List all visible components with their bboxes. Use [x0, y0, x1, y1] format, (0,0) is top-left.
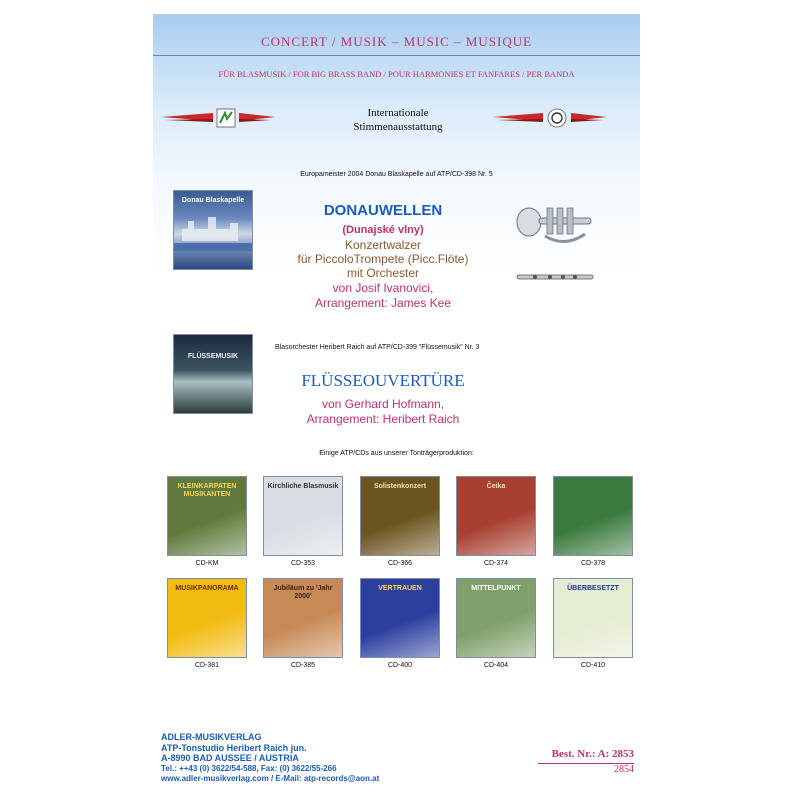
- left-wing-logo-icon: [161, 107, 275, 129]
- studio-name: ATP-Tonstudio Heribert Raich jun.: [161, 742, 307, 753]
- cd-label: CD-378: [580, 560, 606, 567]
- cd-cover: [456, 476, 536, 556]
- cd-label: CD-410: [580, 662, 606, 669]
- piece1-instrumentation: für PiccoloTrompete (Picc.Flöte): [297, 252, 469, 266]
- cd-cover-text: Kirchliche Blasmusik: [267, 483, 339, 490]
- cd-cover: [167, 476, 247, 556]
- cd-cover-text: Solistenkonzert: [373, 483, 427, 490]
- cd-cover: [263, 578, 343, 658]
- flute-icon: [515, 269, 595, 285]
- piece1-cd-cover: [173, 190, 253, 270]
- cd-cover: [456, 578, 536, 658]
- piece1-orchestra: mit Orchester: [346, 266, 419, 280]
- piccolo-trumpet-icon: [515, 196, 595, 250]
- order-number-2: 2854: [614, 764, 634, 775]
- order-number: Best. Nr.: A: 2853: [551, 748, 634, 760]
- page-title: CONCERT / MUSIK – MUSIC – MUSIQUE: [260, 34, 533, 49]
- publisher-name: ADLER-MUSIKVERLAG: [161, 732, 262, 742]
- publisher-address: A-8990 BAD AUSSEE / AUSTRIA: [161, 753, 299, 763]
- cd-label: CD-381: [194, 662, 220, 669]
- cd-cover-text: Čeika: [486, 483, 506, 490]
- cd-label: CD-374: [483, 560, 509, 567]
- piece1-composer: von Josif Ivanovici,: [332, 281, 434, 295]
- piece2-title: FLÜSSEOUVERTÜRE: [301, 371, 465, 390]
- piece2-caption: Blasorchester Heribert Raich auf ATP/CD-399 "Flüssemusik" Nr. 3: [275, 344, 480, 351]
- cd-cover-text: Jubiläum zu 'Jahr 2000': [273, 585, 333, 600]
- international-parts-label: [303, 106, 493, 134]
- cd-label: CD-366: [387, 560, 413, 567]
- cd-cover: [360, 578, 440, 658]
- piece1-caption: Europameister 2004 Donau Blaskapelle auf ATP/CD-398 Nr. 5: [300, 171, 493, 178]
- publisher-contact: [161, 732, 481, 785]
- cd-label: CD-353: [290, 560, 316, 567]
- cd-cover: [167, 578, 247, 658]
- piece1-cover-text: Donau Blaskapelle: [181, 197, 245, 204]
- piece1-subtitle: (Dunajské vlny): [342, 224, 424, 236]
- right-wing-logo-icon: [493, 107, 607, 129]
- cd-label: CD-400: [387, 662, 413, 669]
- sheet-music-cover: [153, 14, 640, 786]
- cd-cover-text: ÜBERBESETZT: [567, 585, 619, 592]
- cd-catalog-heading: Einige ATP/CDs aus unserer Tonträgerproduktion:: [319, 450, 474, 457]
- piece2-cover-text: FLÜSSEMUSIK: [187, 353, 239, 360]
- band-subtitle: FÜR BLASMUSIK / FOR BIG BRASS BAND / POUR HARMONIES ET FANFARES / PER BANDA: [218, 69, 575, 79]
- intl-line-1: Internationale: [367, 107, 429, 119]
- cd-cover-text: MITTELPUNKT: [471, 585, 521, 592]
- publisher-phone: Tel.: ++43 (0) 3622/54-588, Fax: (0) 3622/55-266: [161, 763, 337, 773]
- piece2-composer: von Gerhard Hofmann,: [321, 397, 445, 411]
- cd-cover: [263, 476, 343, 556]
- cd-cover-text: MUSIKPANORAMA: [175, 585, 239, 592]
- piece2-arranger: Arrangement: Heribert Raich: [306, 412, 460, 426]
- cd-cover: [360, 476, 440, 556]
- piece2-cd-cover: [173, 334, 253, 414]
- cd-label: CD-385: [290, 662, 316, 669]
- cd-label: CD-KM: [195, 560, 219, 567]
- cd-cover-text: VERTRAUEN: [378, 585, 422, 592]
- intl-line-2: Stimmenausstattung: [353, 121, 443, 133]
- cd-cover: [553, 476, 633, 556]
- castle-icon: [174, 191, 253, 270]
- divider: [153, 55, 640, 56]
- cd-label: CD-404: [483, 662, 509, 669]
- publisher-web: www.adler-musikverlag.com / E-Mail: atp-records@aon.at: [161, 774, 380, 783]
- cd-cover-text: KLEINKARPATEN MUSIKANTEN: [177, 483, 237, 498]
- piece1-arranger: Arrangement: James Kee: [314, 296, 452, 310]
- piece1-genre: Konzertwalzer: [344, 238, 422, 252]
- piece1-title: DONAUWELLEN: [323, 202, 443, 219]
- cd-cover: [553, 578, 633, 658]
